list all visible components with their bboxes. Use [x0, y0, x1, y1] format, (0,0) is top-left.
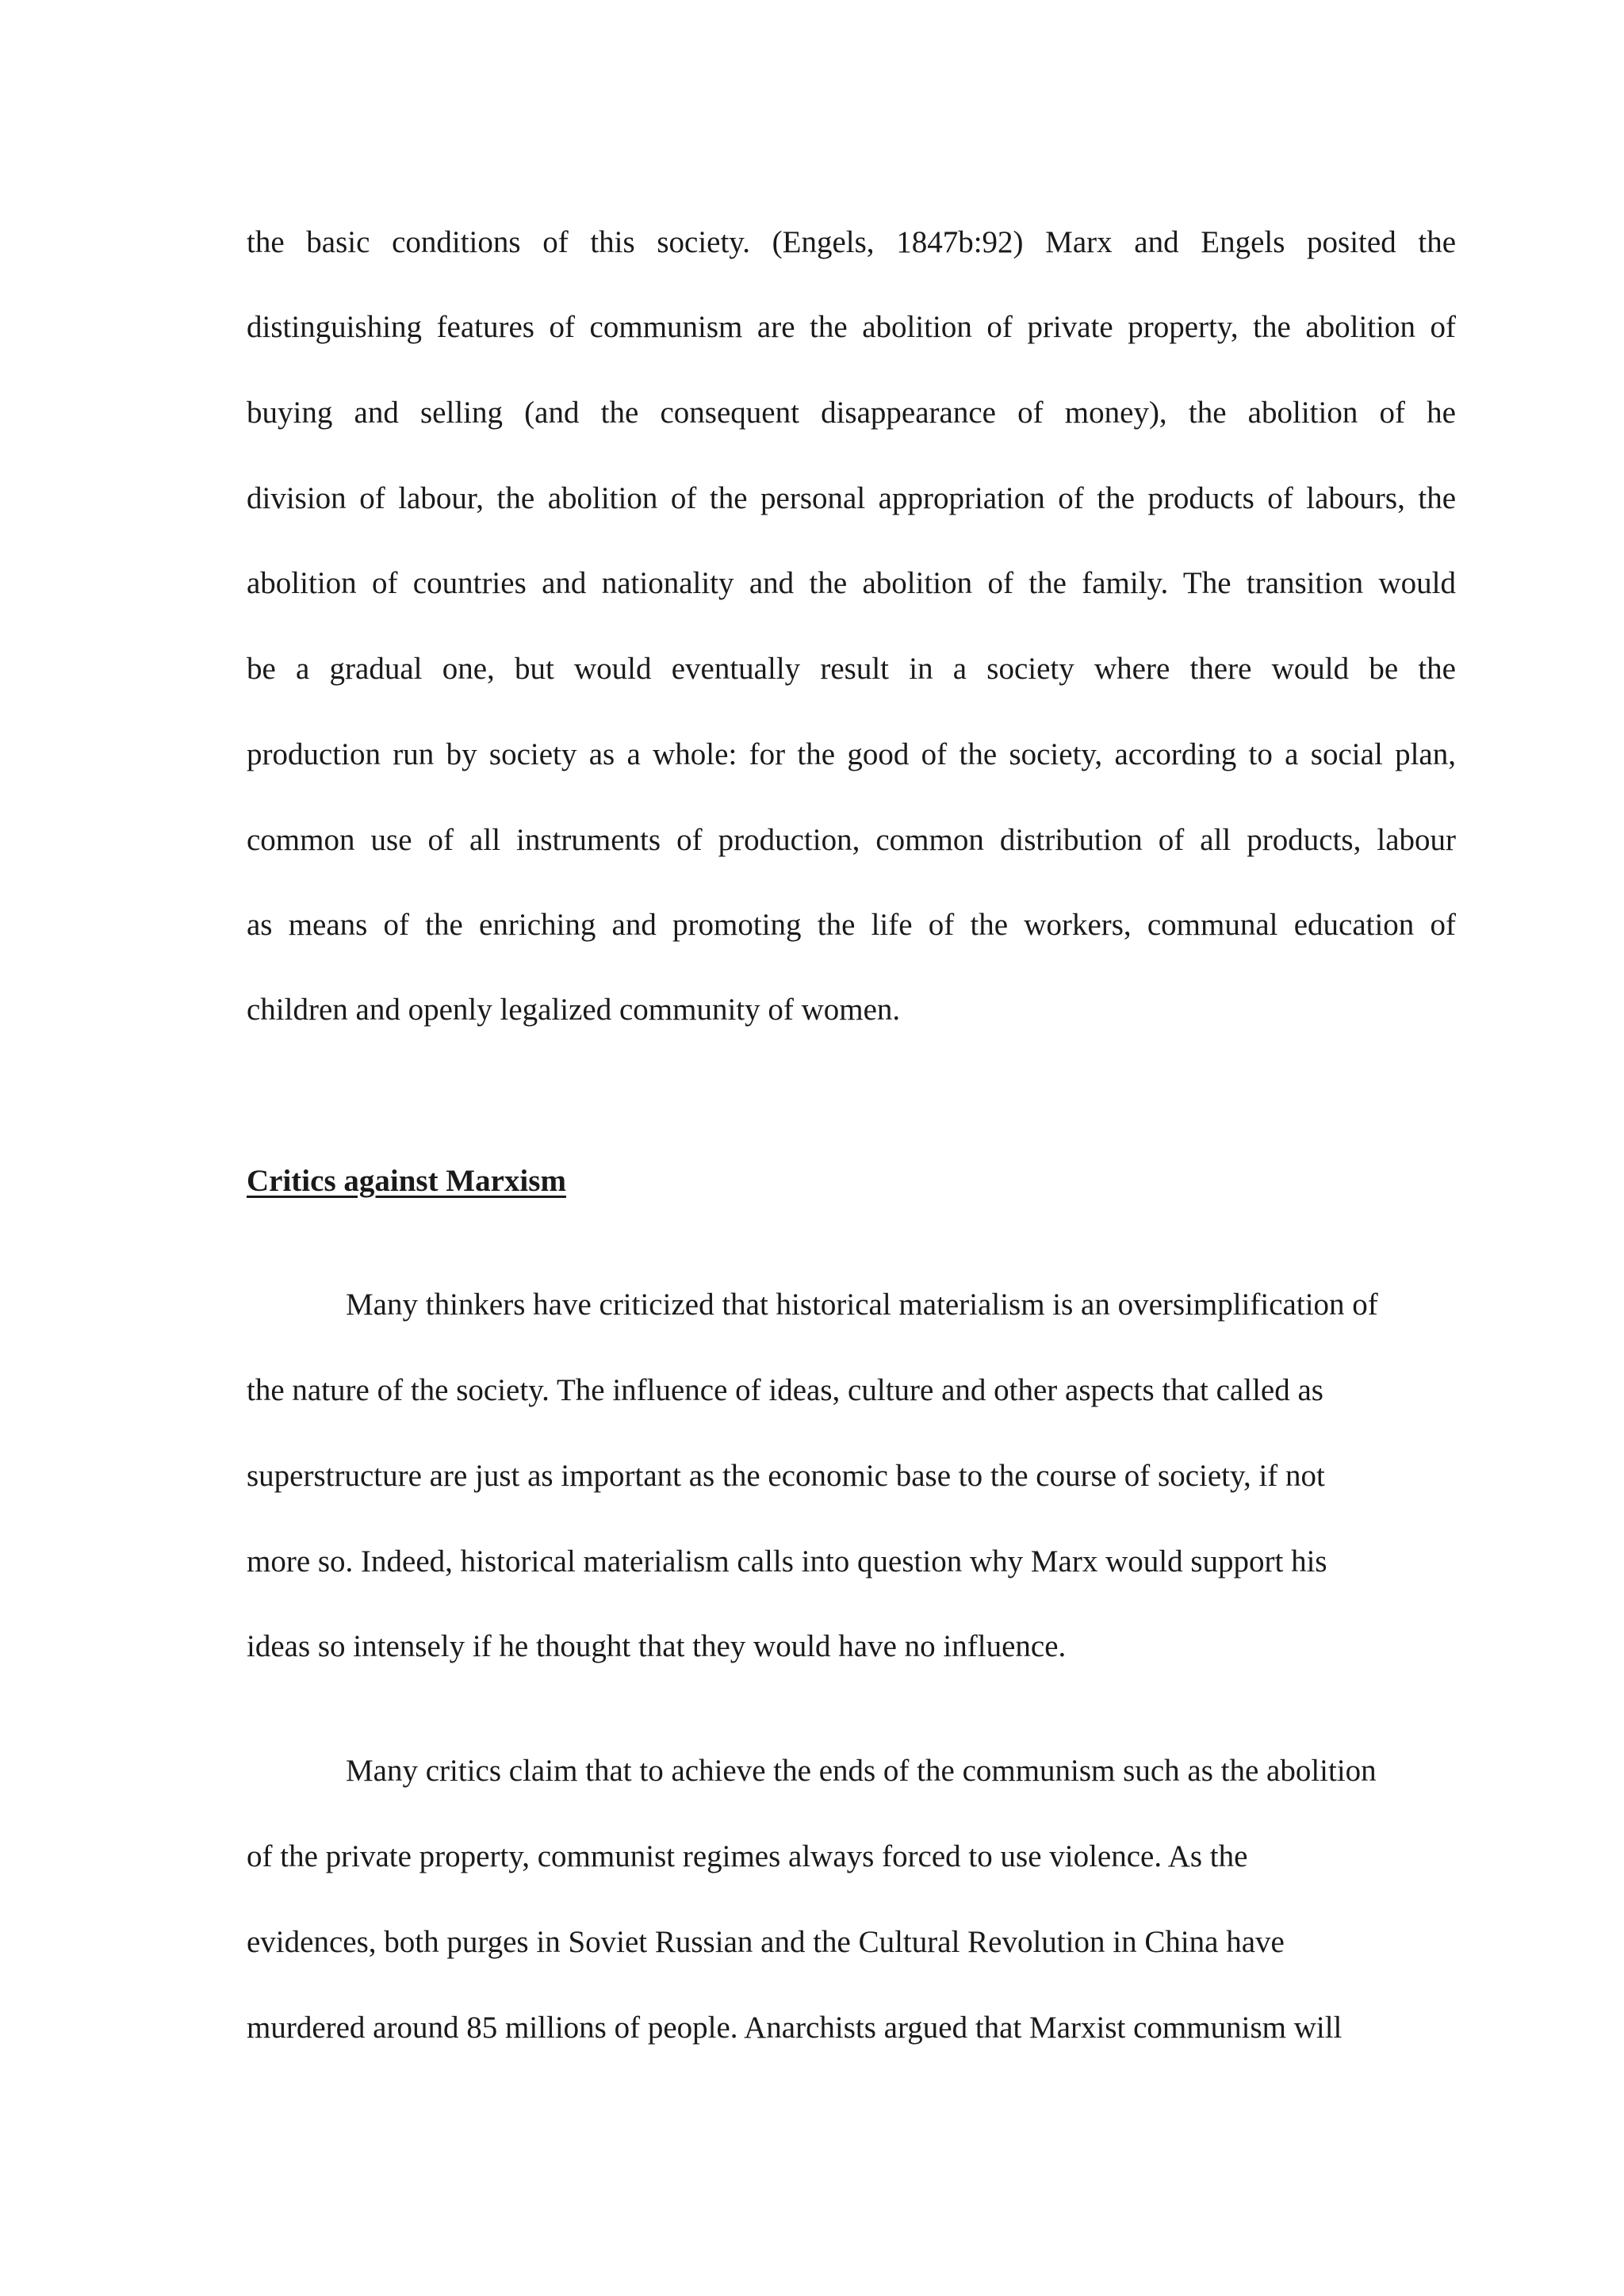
paragraph-3-line-2: of the private property, communist regimes always forced to use violence. As the: [247, 1839, 1248, 1873]
paragraph-1-line-8: common use of all instruments of production, common distribution of all products, labour: [247, 823, 1456, 857]
paragraph-2-line-3: superstructure are just as important as the economic base to the course of society, if not: [247, 1459, 1325, 1493]
paragraph-1-line-6: be a gradual one, but would eventually result in a society where there would be the: [247, 652, 1456, 686]
paragraph-2-line-2: the nature of the society. The influence of ideas, culture and other aspects that called as: [247, 1373, 1323, 1407]
section-heading: Critics against Marxism: [247, 1164, 566, 1198]
paragraph-2-line-1: Many thinkers have criticized that historical materialism is an oversimplification of: [346, 1288, 1378, 1322]
paragraph-1-line-1: the basic conditions of this society. (Engels, 1847b:92) Marx and Engels posited the: [247, 225, 1456, 259]
paragraph-1-line-9: as means of the enriching and promoting the life of the workers, communal education of: [247, 908, 1456, 942]
paragraph-3-line-1: Many critics claim that to achieve the ends of the communism such as the abolition: [346, 1754, 1377, 1788]
paragraph-1-line-3: buying and selling (and the consequent disappearance of money), the abolition of he: [247, 396, 1456, 430]
paragraph-3-line-4: murdered around 85 millions of people. Anarchists argued that Marxist communism will: [247, 2011, 1342, 2045]
paragraph-1-line-10: children and openly legalized community of women.: [247, 993, 901, 1027]
paragraph-3-line-3: evidences, both purges in Soviet Russian and the Cultural Revolution in China have: [247, 1925, 1285, 1959]
paragraph-2-line-4: more so. Indeed, historical materialism calls into question why Marx would support his: [247, 1544, 1327, 1578]
paragraph-2-line-5: ideas so intensely if he thought that they would have no influence.: [247, 1629, 1067, 1663]
paragraph-1-line-2: distinguishing features of communism are the abolition of private property, the abolition of: [247, 310, 1456, 344]
paragraph-1-line-5: abolition of countries and nationality and the abolition of the family. The transition would: [247, 566, 1456, 600]
paragraph-1-line-4: division of labour, the abolition of the personal appropriation of the products of labours, the: [247, 481, 1456, 515]
paragraph-1-line-7: production run by society as a whole: for the good of the society, according to a social plan,: [247, 737, 1456, 771]
